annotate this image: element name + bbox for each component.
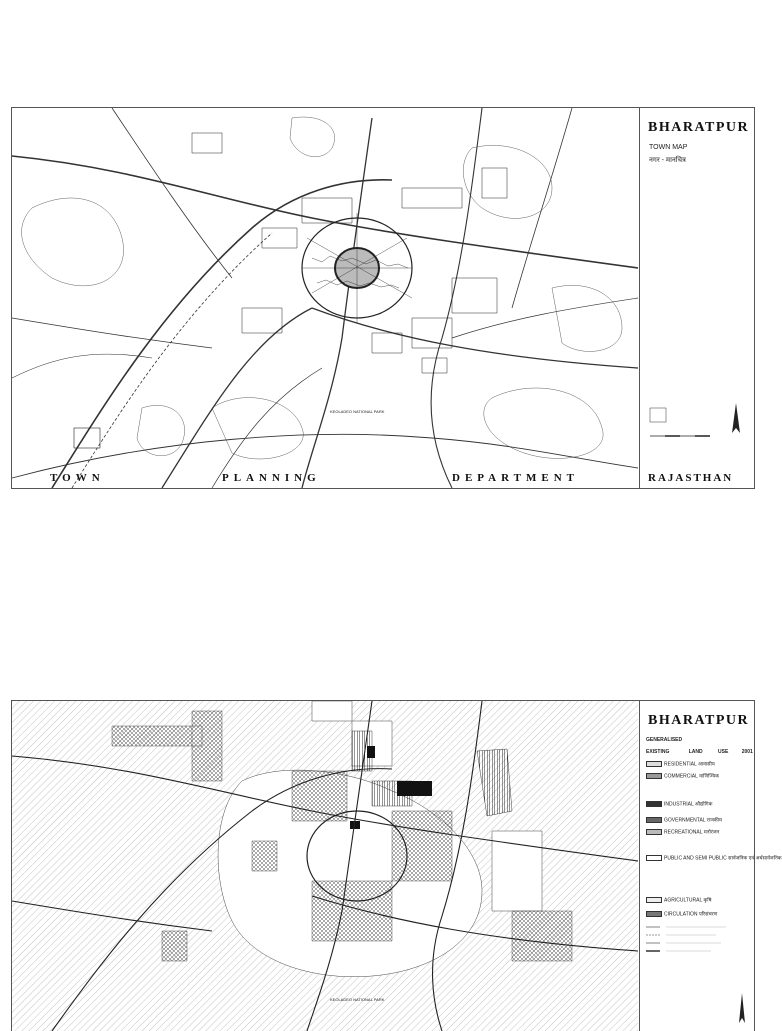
legend-item-residential: RESIDENTIAL आवासीय (646, 761, 715, 767)
legend-heading-1: GENERALISED (646, 737, 683, 743)
legend-heading-existing: EXISTING (646, 749, 670, 755)
legend-item-circulation: CIRCULATION परिसंचरण (646, 911, 717, 917)
park-label-2: KEOLADEO NATIONAL PARK (330, 997, 385, 1002)
land-use-map-sheet (11, 700, 782, 1031)
legend-item-agricultural: AGRICULTURAL कृषि (646, 897, 711, 903)
town-map-title: BHARATPUR (648, 120, 750, 135)
town-map-subtitle-hi: नगर - मानचित्र (649, 157, 686, 164)
footer-state: RAJASTHAN (648, 472, 734, 484)
legend-heading-2 (646, 749, 753, 755)
footer-word-planning: PLANNING (222, 472, 321, 484)
legend-item-public: PUBLIC AND SEMI PUBLIC सार्वजनिक एवं अर्धसार्वजनिक (646, 855, 782, 861)
land-use-title: BHARATPUR (648, 713, 750, 728)
town-map-legend (639, 108, 754, 488)
town-map-sheet (11, 107, 755, 489)
footer-word-town: TOWN (50, 472, 105, 484)
town-map-subtitle-en: TOWN MAP (649, 144, 688, 151)
legend-item-commercial: COMMERCIAL वाणिज्यिक (646, 773, 719, 779)
legend-item-recreational: RECREATIONAL मनोरंजन (646, 829, 719, 835)
land-use-legend (639, 701, 782, 1031)
footer-word-department: DEPARTMENT (452, 472, 580, 484)
legend-symbol-lines (646, 923, 746, 1023)
legend-heading-use: USE (718, 749, 729, 755)
legend-item-governmental: GOVERNMENTAL राजकीय (646, 817, 722, 823)
park-label: KEOLADEO NATIONAL PARK (330, 409, 385, 414)
land-use-map-drawing (12, 701, 638, 1031)
town-map-drawing (12, 108, 638, 488)
legend-heading-year: 2001 (741, 749, 753, 755)
legend-item-industrial: INDUSTRIAL औद्योगिक (646, 801, 712, 807)
scale-bar-and-north-arrow (648, 398, 748, 443)
legend-heading-land: LAND (688, 749, 703, 755)
